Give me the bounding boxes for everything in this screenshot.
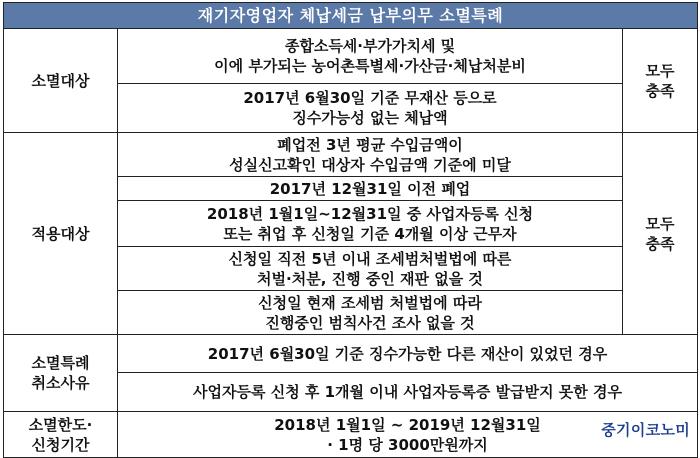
content-line: 진행중인 범칙사건 조사 없을 것 <box>265 313 475 332</box>
row-header-text: 신청기간 <box>31 435 90 454</box>
content-line: 2017년 12월31일 이전 폐업 <box>269 179 471 198</box>
content-cell <box>118 29 623 84</box>
table-title: 재기자영업자 체납세금 납부의무 소멸특례 <box>4 3 698 29</box>
content-line: 신청일 직전 5년 이내 조세범처벌법에 따른 <box>228 249 512 268</box>
content-line: 또는 취업 후 신청일 기준 4개월 이상 근무자 <box>223 224 517 243</box>
row-header-limit-period <box>4 412 118 458</box>
content-cell <box>118 201 623 247</box>
brand-watermark: 중기이코노미 <box>601 421 690 439</box>
content-cell <box>118 133 623 177</box>
side-note-all-required <box>623 133 698 335</box>
content-cell <box>118 177 623 201</box>
content-line: 2017년 6월30일 기준 징수가능한 다른 재산이 있었던 경우 <box>207 344 608 363</box>
side-note-line: 충족 <box>645 234 675 253</box>
content-line: · 1명 당 3000만원까지 <box>327 435 488 454</box>
content-line: 처벌·처분, 진행 중인 재판 없을 것 <box>257 269 483 288</box>
table-row <box>4 29 698 84</box>
content-cell <box>118 84 623 133</box>
table-row <box>4 335 698 373</box>
row-header-text: 소멸한도· <box>28 415 93 434</box>
row-header-text: 적용대상 <box>31 224 90 243</box>
content-line: 사업자등록 신청 후 1개월 이내 사업자등록증 발급받지 못한 경우 <box>193 383 622 401</box>
content-line: 종합소득세·부가가치세 및 <box>284 37 456 55</box>
content-line: 2018년 1월1일 ~ 2019년 12월31일 <box>274 415 541 434</box>
row-header-text: 소멸특례 <box>31 354 90 372</box>
side-note-line: 모두 <box>645 214 675 233</box>
content-cell <box>118 247 623 291</box>
content-line: 징수가능성 없는 체납액 <box>292 109 448 127</box>
table-row <box>4 133 698 177</box>
row-header-text: 소멸대상 <box>31 71 90 90</box>
table-row <box>4 412 698 458</box>
title-row <box>4 3 698 29</box>
row-header-text: 취소사유 <box>31 374 90 392</box>
content-cell <box>118 335 698 373</box>
row-header-extinction-target <box>4 29 118 133</box>
content-line: 폐업전 3년 평균 수입금액이 <box>277 135 463 154</box>
content-line: 2017년 6월30일 기준 무재산 등으로 <box>243 89 497 107</box>
row-header-applicable-target <box>4 133 118 335</box>
content-cell <box>118 373 698 412</box>
row-header-cancellation-reason <box>4 335 118 412</box>
side-note-line: 모두 <box>645 61 675 80</box>
content-line: 성실신고확인 대상자 수입금액 기준에 미달 <box>229 155 511 174</box>
content-line: 신청일 현재 조세범 처벌법에 따라 <box>258 293 482 312</box>
content-cell <box>118 291 623 335</box>
side-note-line: 충족 <box>645 81 675 100</box>
tax-exemption-table <box>3 2 698 458</box>
side-note-all-required <box>623 29 698 133</box>
content-line: 2018년 1월1일~12월31일 중 사업자등록 신청 <box>206 204 534 223</box>
content-line: 이에 부가되는 농어촌특별세·가산금·체납처분비 <box>214 57 526 75</box>
